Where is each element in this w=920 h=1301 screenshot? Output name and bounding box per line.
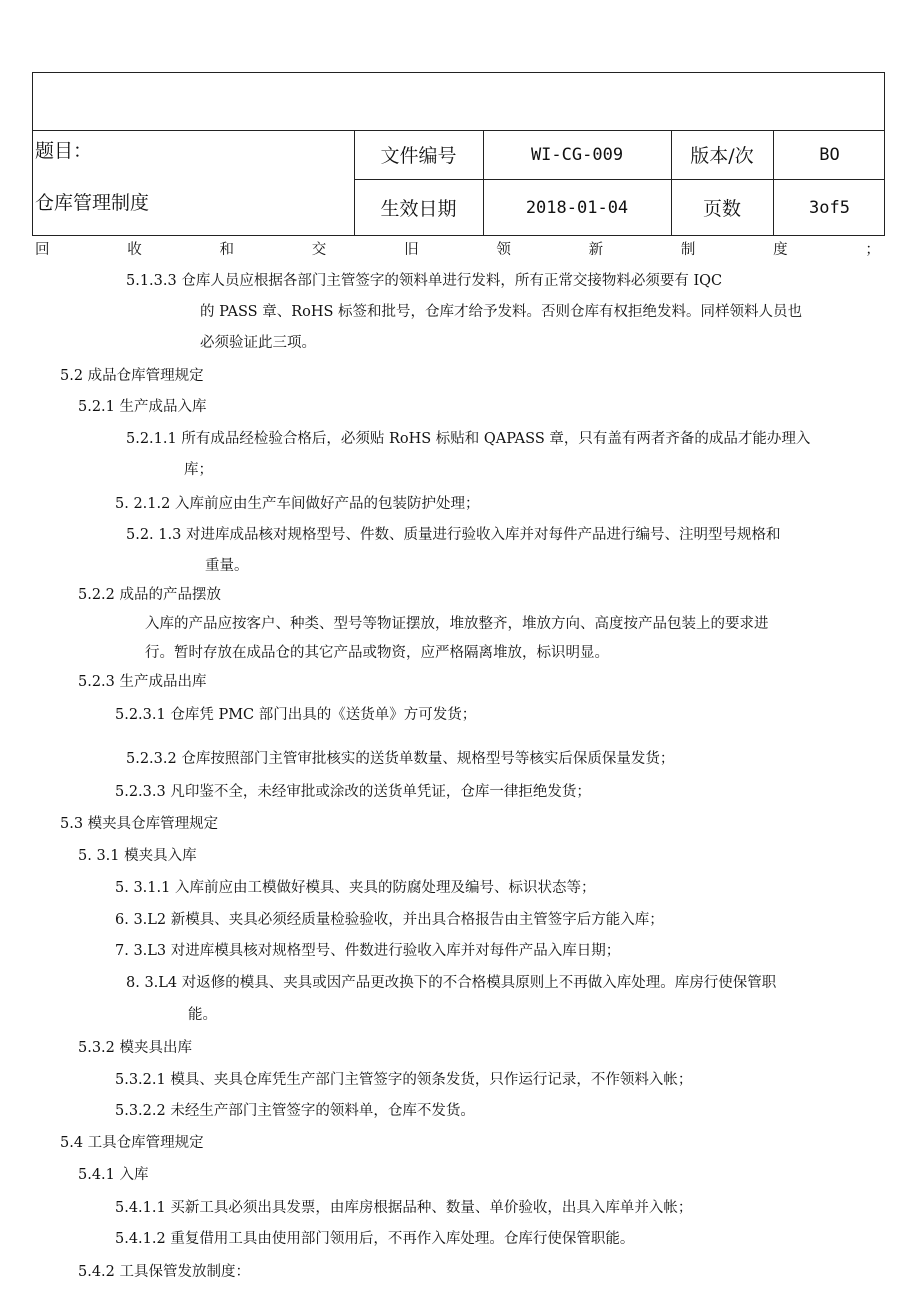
text-line: 5.3.2.2 未经生产部门主管签字的领料单，仓库不发货。 xyxy=(115,1103,475,1119)
text-line: 5.2.3.2 仓库按照部门主管审批核实的送货单数量、规格型号等核实后保质保量发货； xyxy=(126,751,675,767)
text-line: 重量。 xyxy=(205,558,249,574)
spaced-char: 度 xyxy=(773,242,788,258)
version-label: 版本/次 xyxy=(690,145,754,167)
subsection-heading: 5.2.2 成品的产品摆放 xyxy=(78,587,222,603)
text-line: 8. 3.L4 对返修的模具、夹具或因产品更改换下的不合格模具原则上不再做入库处理。库房行使保管职 xyxy=(126,975,777,991)
subsection-heading: 5. 3.1 模夹具入库 xyxy=(78,848,197,864)
subsection-heading: 5.4.2 工具保管发放制度： xyxy=(78,1264,251,1280)
doc-no-label: 文件编号 xyxy=(380,145,457,167)
text-line: 7. 3.L3 对进库模具核对规格型号、件数进行验收入库并对每件产品入库日期； xyxy=(115,943,621,959)
text-line: 5. 3.1.1 入库前应由工模做好模具、夹具的防腐处理及编号、标识状态等； xyxy=(115,880,596,896)
text-line: 5.4.1.2 重复借用工具由使用部门领用后，不再作入库处理。仓库行使保管职能。 xyxy=(115,1231,635,1247)
spaced-text-line xyxy=(35,238,880,259)
subsection-heading: 5.2.3 生产成品出库 xyxy=(78,674,207,690)
subsection-heading: 5.2.1 生产成品入库 xyxy=(78,399,207,415)
effective-date-label: 生效日期 xyxy=(380,198,457,220)
effective-date-value: 2018-01-04 xyxy=(525,197,629,218)
subject-label: 题目： xyxy=(35,140,93,162)
text-line: 入库的产品应按客户、种类、型号等物证摆放，堆放整齐，堆放方向、高度按产品包装上的要求进 xyxy=(145,616,769,632)
spaced-char: ； xyxy=(865,242,880,258)
document-title: 仓库管理制度 xyxy=(35,192,150,214)
document-header-table xyxy=(32,72,885,236)
text-line: 5.2.3.3 凡印鉴不全，未经审批或涂改的送货单凭证，仓库一律拒绝发货； xyxy=(115,784,591,800)
subsection-heading: 5.4.1 入库 xyxy=(78,1167,149,1183)
spaced-char: 制 xyxy=(680,242,696,258)
spaced-char: 新 xyxy=(588,242,604,258)
text-line: 5. 2.1.2 入库前应由生产车间做好产品的包装防护处理； xyxy=(115,496,480,512)
spaced-char: 和 xyxy=(219,242,235,258)
text-line: 5.2.3.1 仓库凭 PMC 部门出具的《送货单》方可发货； xyxy=(115,707,477,723)
section-heading: 5.2 成品仓库管理规定 xyxy=(60,368,204,384)
text-line: 能。 xyxy=(188,1007,217,1023)
spaced-char: 回 xyxy=(35,242,50,258)
text-line: 必须验证此三项。 xyxy=(200,335,316,351)
text-line: 5.2.1.1 所有成品经检验合格后，必须贴 RoHS 标贴和 QAPASS 章，只有盖有两者齐备的成品才能办理入 xyxy=(126,431,811,447)
spaced-char: 旧 xyxy=(404,242,419,258)
section-heading: 5.4 工具仓库管理规定 xyxy=(60,1135,204,1151)
spaced-char: 交 xyxy=(311,242,327,258)
text-line: 5.2. 1.3 对进库成品核对规格型号、件数、质量进行验收入库并对每件产品进行编号、注明型号规格和 xyxy=(126,527,781,543)
doc-no-value: WI-CG-009 xyxy=(530,144,624,165)
pages-label: 页数 xyxy=(702,198,741,220)
spaced-char: 收 xyxy=(127,242,142,258)
text-line: 5.3.2.1 模具、夹具仓库凭生产部门主管签字的领条发货，只作运行记录，不作领料入帐； xyxy=(115,1072,693,1088)
text-line: 6. 3.L2 新模具、夹具必须经质量检验验收，并出具合格报告由主管签字后方能入库； xyxy=(115,912,664,928)
text-line: 的 PASS 章、RoHS 标签和批号，仓库才给予发料。否则仓库有权拒绝发料。同样领料人员也 xyxy=(200,304,803,320)
text-line: 5.4.1.1 买新工具必须出具发票，由库房根据品种、数量、单价验收，出具入库单并入帐； xyxy=(115,1200,693,1216)
spaced-char: 领 xyxy=(496,242,511,258)
text-line: 库； xyxy=(184,462,213,478)
section-heading: 5.3 模夹具仓库管理规定 xyxy=(60,816,219,832)
text-line: 5.1.3.3 仓库人员应根据各部门主管签字的领料单进行发料，所有正常交接物料必须要有 IQC xyxy=(126,273,723,289)
text-line: 行。暂时存放在成品仓的其它产品或物资，应严格隔离堆放，标识明显。 xyxy=(145,645,609,661)
subsection-heading: 5.3.2 模夹具出库 xyxy=(78,1040,193,1056)
version-value: BO xyxy=(819,144,840,165)
pages-value: 3of5 xyxy=(809,197,850,218)
